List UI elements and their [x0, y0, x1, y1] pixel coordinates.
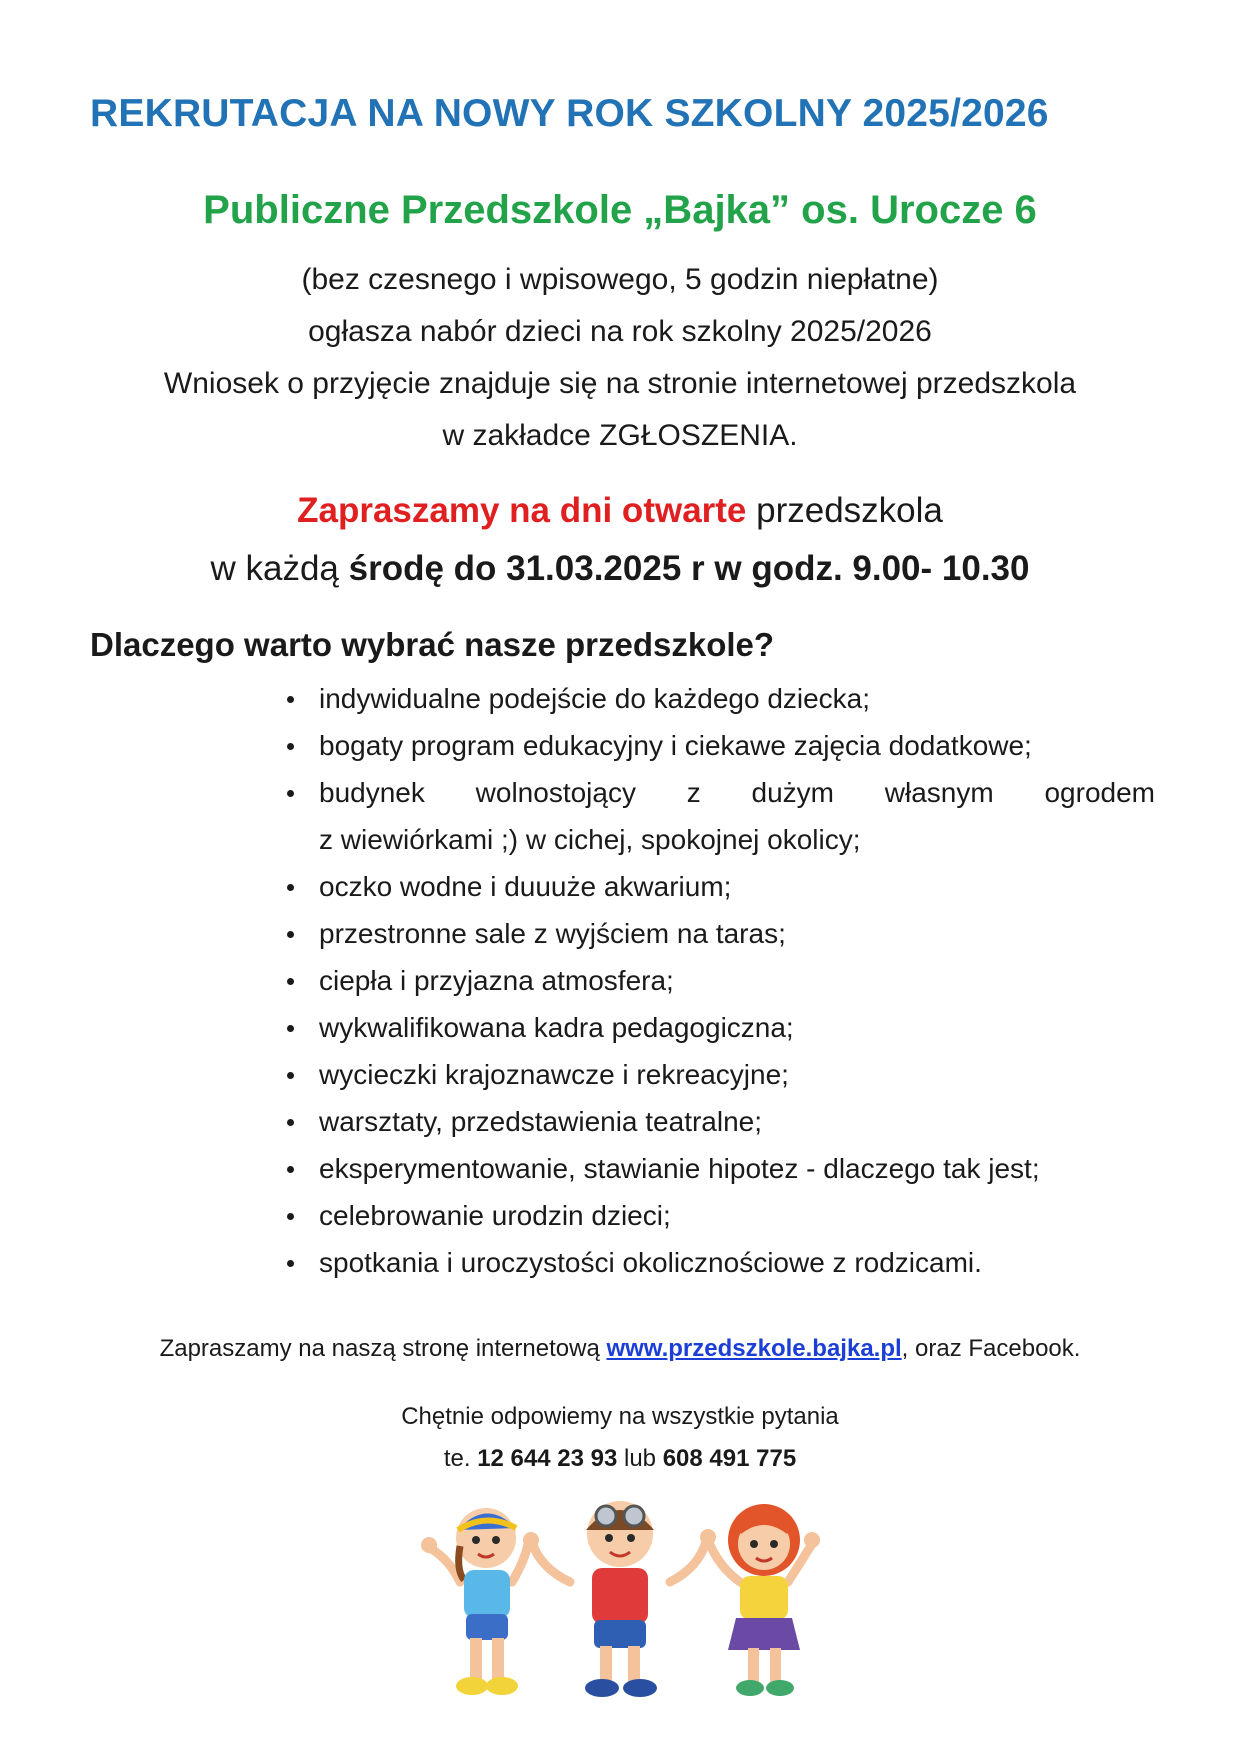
- contact-phones: [0, 1438, 1240, 1480]
- list-item-word: dużym: [751, 777, 834, 808]
- list-item: [287, 769, 1155, 863]
- list-item: bogaty program edukacyjny i ciekawe zajęcia dodatkowe;: [287, 722, 1155, 769]
- list-item-word: ogrodem: [1044, 777, 1155, 808]
- list-item: celebrowanie urodzin dzieci;: [287, 1192, 1155, 1239]
- benefits-heading: Dlaczego warto wybrać nasze przedszkole?: [90, 626, 775, 663]
- child-middle-illustration: [523, 1501, 706, 1697]
- open-days-announcement: [0, 482, 1240, 598]
- list-item: oczko wodne i duuuże akwarium;: [287, 863, 1155, 910]
- intro-line-application: Wniosek o przyjęcie znajduje się na stronie internetowej przedszkola: [163, 367, 1077, 400]
- list-item-word: wolnostojący: [475, 777, 636, 808]
- list-item: indywidualne podejście do każdego dziecka;: [287, 675, 1155, 722]
- list-item: ciepła i przyjazna atmosfera;: [287, 957, 1155, 1004]
- three-children-holding-hands-illustration: [420, 1490, 820, 1710]
- intro-line-tab: w zakładce ZGŁOSZENIA.: [442, 419, 798, 452]
- contact-info: [0, 1396, 1240, 1480]
- website-link[interactable]: www.przedszkole.bajka.pl: [606, 1335, 902, 1362]
- intro-line-enrollment: ogłasza nabór dzieci na rok szkolny 2025/2026: [308, 315, 932, 348]
- list-item-word: budynek: [319, 777, 425, 808]
- website-prefix: Zapraszamy na naszą stronę internetową: [159, 1335, 607, 1362]
- open-days-schedule-prefix: w każdą: [210, 549, 349, 588]
- phone-prefix: te.: [443, 1445, 478, 1472]
- contact-questions: Chętnie odpowiemy na wszystkie pytania: [401, 1403, 839, 1430]
- child-left-illustration: [421, 1508, 528, 1695]
- list-item: warsztaty, przedstawienia teatralne;: [287, 1098, 1155, 1145]
- list-item-line-justified: [319, 769, 1155, 816]
- website-line: [0, 1335, 1240, 1363]
- open-days-invite-rest: przedszkola: [746, 491, 943, 530]
- website-suffix: , oraz Facebook.: [901, 1335, 1081, 1362]
- open-days-schedule: [0, 540, 1240, 598]
- child-right-illustration: [700, 1504, 820, 1696]
- open-days-invite-highlight: Zapraszamy na dni otwarte: [297, 491, 747, 530]
- list-item-word: własnym: [884, 777, 994, 808]
- open-days-invite: [0, 482, 1240, 540]
- list-item: wykwalifikowana kadra pedagogiczna;: [287, 1004, 1155, 1051]
- page-title: REKRUTACJA NA NOWY ROK SZKOLNY 2025/2026: [90, 92, 1049, 135]
- phone-number-1: 12 644 23 93: [477, 1445, 618, 1472]
- list-item: wycieczki krajoznawcze i rekreacyjne;: [287, 1051, 1155, 1098]
- list-item-line: z wiewiórkami ;) w cichej, spokojnej okolicy;: [319, 824, 861, 855]
- intro-line-fees: (bez czesnego i wpisowego, 5 godzin niepłatne): [301, 263, 939, 296]
- phone-number-2: 608 491 775: [662, 1445, 797, 1472]
- intro-text: [60, 254, 1180, 462]
- phone-or: lub: [617, 1445, 663, 1472]
- benefits-list: [287, 675, 1155, 1286]
- list-item-word: z: [686, 777, 701, 808]
- list-item: eksperymentowanie, stawianie hipotez - dlaczego tak jest;: [287, 1145, 1155, 1192]
- list-item: przestronne sale z wyjściem na taras;: [287, 910, 1155, 957]
- open-days-schedule-date: środę do 31.03.2025 r w godz. 9.00- 10.30: [348, 549, 1030, 588]
- preschool-name: Publiczne Przedszkole „Bajka” os. Urocze 6: [203, 188, 1037, 232]
- list-item: spotkania i uroczystości okolicznościowe z rodzicami.: [287, 1239, 1155, 1286]
